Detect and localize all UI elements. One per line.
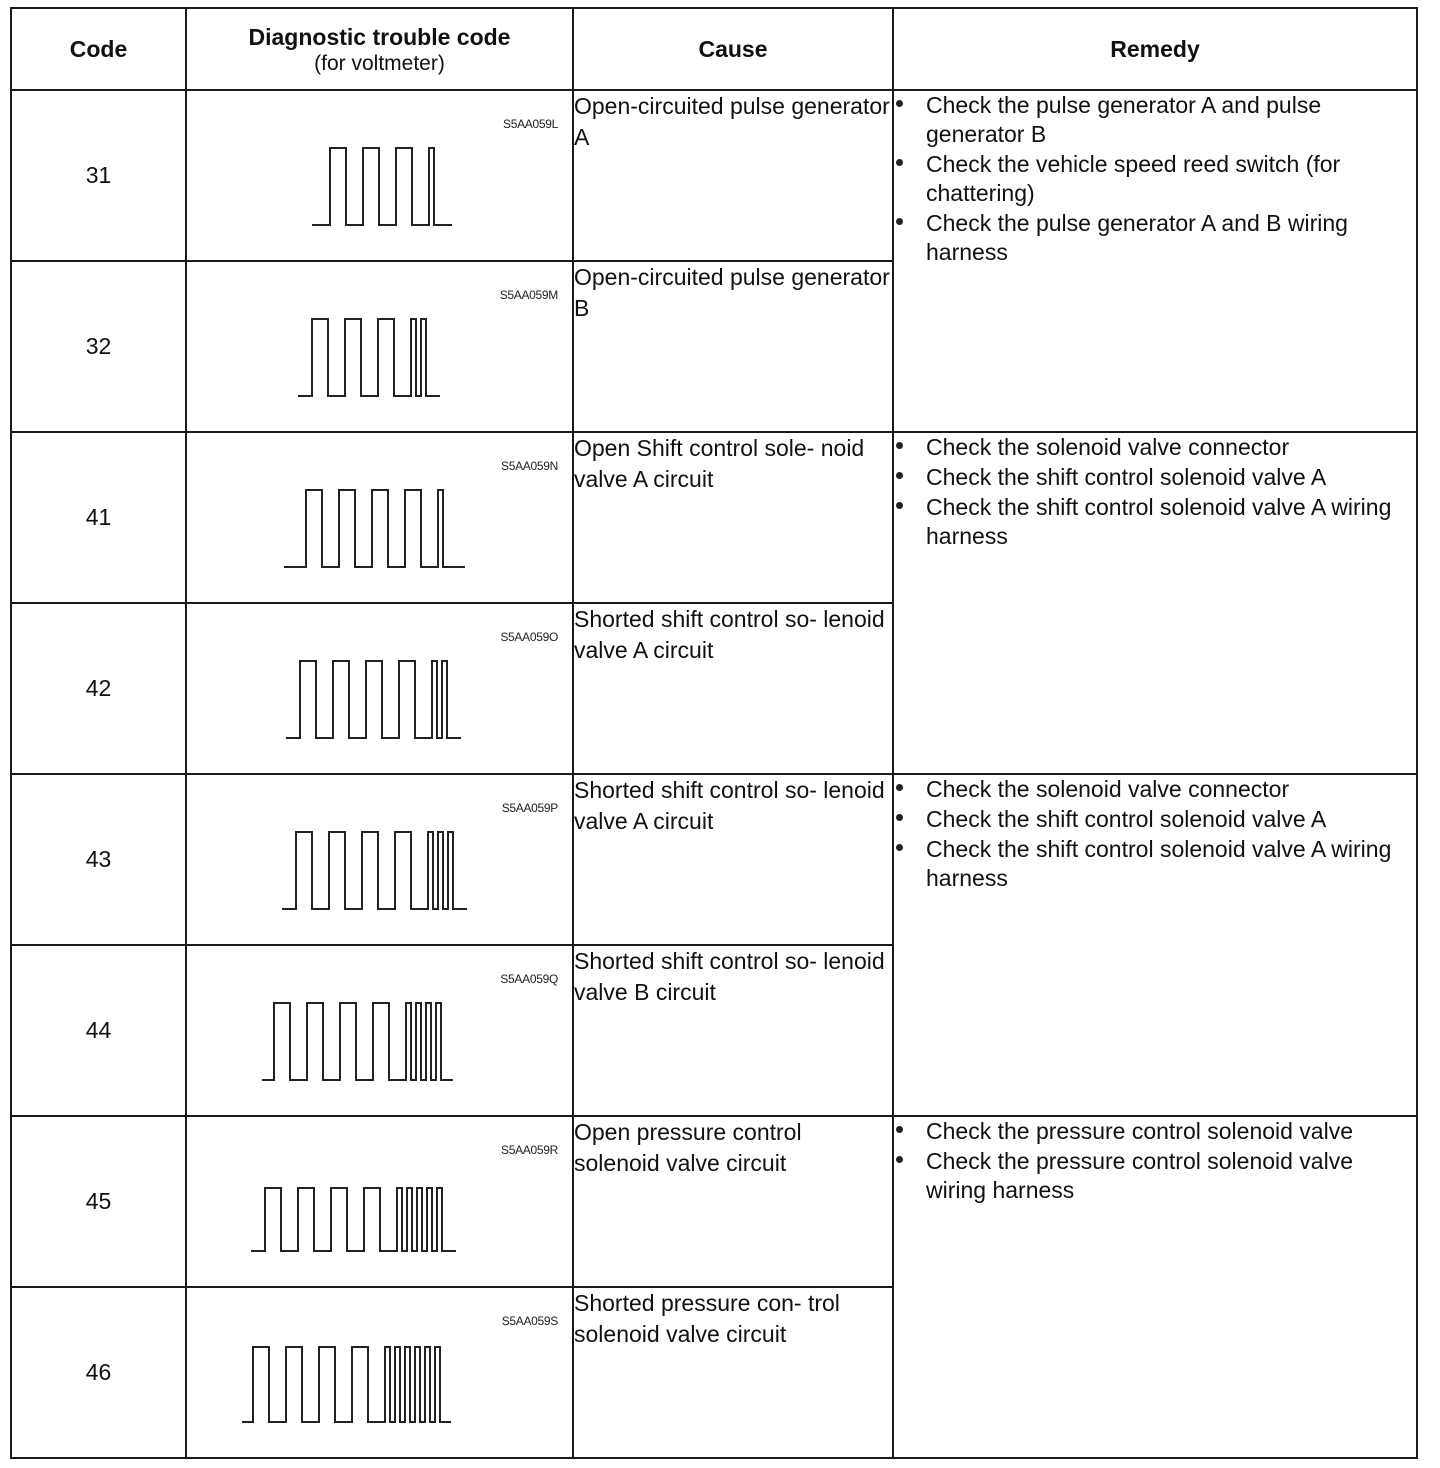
- remedy-item: Check the shift control solenoid valve A wiring harness: [894, 493, 1416, 551]
- waveform-cell: [186, 261, 573, 432]
- header-remedy: Remedy: [893, 8, 1417, 90]
- remedy-item: Check the pressure control solenoid valve: [894, 1117, 1416, 1146]
- table-row: [11, 774, 1417, 945]
- waveform-cell: [186, 1116, 573, 1287]
- voltmeter-waveform: [187, 262, 574, 431]
- figure-reference: S5AA059S: [501, 1314, 558, 1328]
- waveform-cell: [186, 603, 573, 774]
- table-body: [11, 90, 1417, 1458]
- cause-cell: Shorted shift control so- lenoid valve A circuit: [573, 603, 893, 774]
- cause-cell: Open Shift control sole- noid valve A circuit: [573, 432, 893, 603]
- code-cell: 32: [11, 261, 186, 432]
- figure-reference: S5AA059R: [501, 1143, 558, 1157]
- header-code: Code: [11, 8, 186, 90]
- voltmeter-waveform: [187, 433, 574, 602]
- cause-cell: Open-circuited pulse generator B: [573, 261, 893, 432]
- header-dtc-subtitle: (for voltmeter): [314, 52, 445, 75]
- remedy-list: [894, 1117, 1416, 1205]
- figure-reference: S5AA059P: [501, 801, 558, 815]
- cause-cell: Open pressure control solenoid valve circuit: [573, 1116, 893, 1287]
- table-header-row: [11, 8, 1417, 90]
- voltmeter-waveform: [187, 91, 574, 260]
- waveform-cell: [186, 432, 573, 603]
- remedy-cell: [893, 1116, 1417, 1458]
- remedy-item: Check the vehicle speed reed switch (for chattering): [894, 150, 1416, 208]
- code-cell: 45: [11, 1116, 186, 1287]
- code-cell: 43: [11, 774, 186, 945]
- pulse-train: [251, 1188, 456, 1251]
- waveform-cell: [186, 774, 573, 945]
- pulse-train: [284, 490, 465, 567]
- remedy-cell: [893, 432, 1417, 774]
- header-dtc: [186, 8, 573, 90]
- figure-reference: S5AA059Q: [500, 972, 558, 986]
- code-cell: 41: [11, 432, 186, 603]
- table-row: [11, 90, 1417, 261]
- remedy-cell: [893, 90, 1417, 432]
- pulse-train: [286, 661, 461, 738]
- cause-cell: Open-circuited pulse generator A: [573, 90, 893, 261]
- remedy-item: Check the pulse generator A and B wiring harness: [894, 209, 1416, 267]
- remedy-item: Check the shift control solenoid valve A wiring harness: [894, 835, 1416, 893]
- voltmeter-waveform: [187, 604, 574, 773]
- remedy-list: [894, 433, 1416, 551]
- code-cell: 44: [11, 945, 186, 1116]
- remedy-cell: [893, 774, 1417, 1116]
- waveform-cell: [186, 1287, 573, 1458]
- waveform-cell: [186, 90, 573, 261]
- pulse-train: [312, 148, 452, 225]
- pulse-train: [242, 1347, 451, 1422]
- voltmeter-waveform: [187, 946, 574, 1115]
- remedy-item: Check the solenoid valve connector: [894, 433, 1416, 462]
- pulse-train: [298, 319, 440, 396]
- voltmeter-waveform: [187, 775, 574, 944]
- header-dtc-title: Diagnostic trouble code: [248, 24, 511, 50]
- remedy-list: [894, 775, 1416, 893]
- voltmeter-waveform: [187, 1288, 574, 1457]
- remedy-item: Check the shift control solenoid valve A: [894, 463, 1416, 492]
- header-cause: Cause: [573, 8, 893, 90]
- remedy-item: Check the pressure control solenoid valve wiring harness: [894, 1147, 1416, 1205]
- figure-reference: S5AA059N: [501, 459, 558, 473]
- diagnostic-trouble-code-table: [10, 7, 1418, 1459]
- figure-reference: S5AA059M: [499, 288, 558, 302]
- remedy-list: [894, 91, 1416, 267]
- remedy-item: Check the shift control solenoid valve A: [894, 805, 1416, 834]
- cause-cell: Shorted shift control so- lenoid valve B circuit: [573, 945, 893, 1116]
- figure-reference: S5AA059O: [500, 630, 558, 644]
- voltmeter-waveform: [187, 1117, 574, 1286]
- figure-reference: S5AA059L: [503, 117, 558, 131]
- table-row: [11, 1116, 1417, 1287]
- pulse-train: [262, 1003, 453, 1080]
- remedy-item: Check the pulse generator A and pulse generator B: [894, 91, 1416, 149]
- pulse-train: [282, 832, 467, 909]
- cause-cell: Shorted pressure con- trol solenoid valve circuit: [573, 1287, 893, 1458]
- cause-cell: Shorted shift control so- lenoid valve A circuit: [573, 774, 893, 945]
- code-cell: 31: [11, 90, 186, 261]
- remedy-item: Check the solenoid valve connector: [894, 775, 1416, 804]
- code-cell: 46: [11, 1287, 186, 1458]
- code-cell: 42: [11, 603, 186, 774]
- waveform-cell: [186, 945, 573, 1116]
- table-row: [11, 432, 1417, 603]
